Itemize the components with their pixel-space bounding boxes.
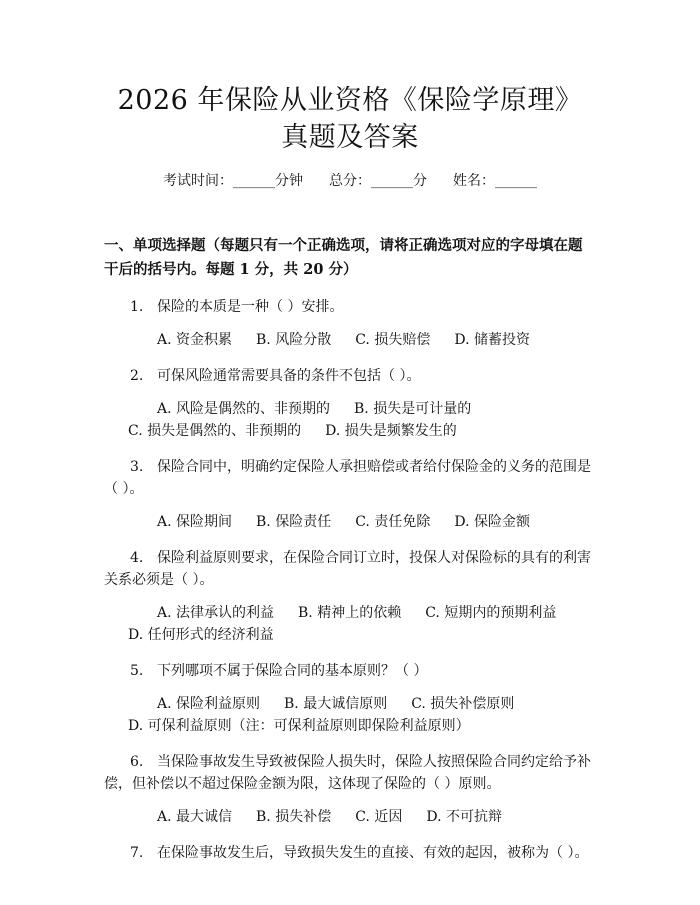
question-text: 保险的本质是一种（ ）安排。	[157, 299, 344, 315]
question-text: 下列哪项不属于保险合同的基本原则？（ ）	[157, 663, 428, 679]
question-text: 在保险事故发生后，导致损失发生的直接、有效的起因，被称为（ ）。	[157, 845, 589, 861]
question-item	[104, 365, 596, 387]
option-list	[104, 806, 596, 828]
question-number: 5.	[130, 663, 144, 679]
option-c: C. 损失是偶然的、非预期的	[128, 423, 302, 439]
question-number: 1.	[130, 299, 144, 315]
question-number: 6.	[130, 754, 144, 770]
exam-info	[104, 172, 596, 190]
question-number: 4.	[130, 550, 144, 566]
question-item	[104, 296, 596, 318]
option-d: D. 可保利益原则（注：可保利益原则即保险利益原则）	[128, 718, 470, 734]
option-list	[104, 511, 596, 533]
option-d: D. 储蓄投资	[454, 332, 530, 348]
option-list	[104, 693, 596, 737]
option-b: B. 损失补偿	[256, 809, 332, 825]
option-d: D. 损失是频繁发生的	[325, 423, 457, 439]
option-a: A. 保险利益原则	[157, 696, 261, 712]
option-list	[104, 329, 596, 351]
option-d: D. 任何形式的经济利益	[128, 627, 274, 643]
option-a: A. 保险期间	[157, 514, 233, 530]
option-a: A. 风险是偶然的、非预期的	[157, 401, 331, 417]
option-d: D. 不可抗辩	[426, 809, 502, 825]
option-d: D. 保险金额	[454, 514, 530, 530]
option-b: B. 保险责任	[256, 514, 332, 530]
option-a: A. 法律承认的利益	[157, 605, 275, 621]
option-c: C. 短期内的预期利益	[425, 605, 557, 621]
section-heading: 一、单项选择题（每题只有一个正确选项，请将正确选项对应的字母填在题干后的括号内。每题 1 分，共 20 分）	[104, 237, 583, 278]
exam-time: 考试时间：______分钟	[163, 173, 303, 189]
option-a: A. 资金积累	[157, 332, 233, 348]
question-text: 可保风险通常需要具备的条件不包括（ ）。	[157, 368, 421, 384]
question-item	[104, 660, 596, 682]
page-title: 2026 年保险从业资格《保险学原理》真题及答案	[117, 85, 583, 153]
question-number: 3.	[130, 459, 144, 475]
option-c: C. 近因	[355, 809, 403, 825]
question-item	[104, 751, 596, 795]
option-a: A. 最大诚信	[157, 809, 233, 825]
total-score: 总分：______分	[329, 173, 427, 189]
option-b: B. 精神上的依赖	[298, 605, 402, 621]
question-text: 保险利益原则要求，在保险合同订立时，投保人对保险标的具有的利害关系必须是（ ）。	[104, 550, 591, 588]
question-item	[104, 456, 596, 500]
option-list	[104, 602, 596, 646]
option-b: B. 最大诚信原则	[284, 696, 388, 712]
option-b: B. 风险分散	[256, 332, 332, 348]
option-c: C. 损失赔偿	[355, 332, 431, 348]
question-text: 保险合同中，明确约定保险人承担赔偿或者给付保险金的义务的范围是（ ）。	[104, 459, 591, 497]
candidate-name: 姓名：______	[453, 173, 537, 189]
question-number: 2.	[130, 368, 144, 384]
option-b: B. 损失是可计量的	[354, 401, 472, 417]
question-text: 当保险事故发生导致被保险人损失时，保险人按照保险合同约定给予补偿，但补偿以不超过保险金额为限，这体现了保险的（ ）原则。	[104, 754, 591, 792]
question-item	[104, 547, 596, 591]
option-c: C. 责任免除	[355, 514, 431, 530]
question-item	[104, 842, 596, 864]
option-c: C. 损失补偿原则	[411, 696, 515, 712]
option-list	[104, 398, 596, 442]
question-number: 7.	[130, 845, 144, 861]
